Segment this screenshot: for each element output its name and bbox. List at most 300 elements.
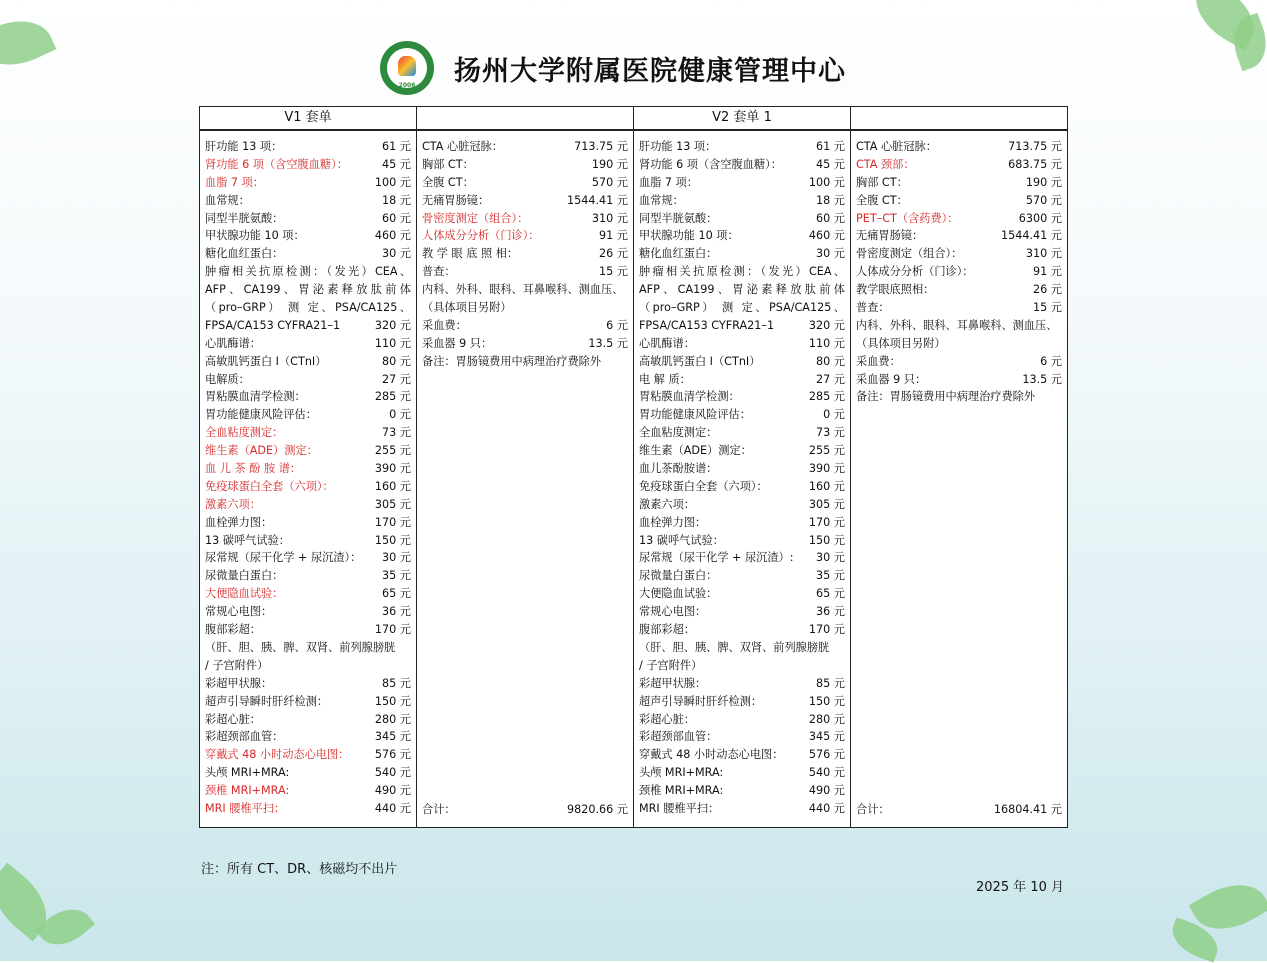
table-row [639, 371, 845, 389]
table-row [639, 227, 845, 245]
table-row [205, 567, 411, 585]
item-label: 血栓弹力图： [639, 515, 707, 529]
table-row [639, 514, 845, 532]
item-label: 无痛胃肠镜： [422, 193, 490, 207]
item-label: MRI 腰椎平扫： [639, 801, 720, 815]
item-price: 18 元 [816, 193, 845, 207]
item-label: 胸部 CT： [856, 175, 908, 189]
table-row [639, 585, 845, 603]
item-label: （肝、胆、胰、脾、双肾、前列腺膀胱 [205, 640, 396, 654]
table-row [639, 621, 845, 639]
item-label: 教 学 眼 底 照 相： [422, 247, 519, 261]
item-price: 110 元 [374, 336, 411, 350]
item-price: 540 元 [808, 766, 845, 780]
item-price: 713.75 元 [1008, 140, 1062, 153]
item-price: 100 元 [808, 175, 845, 189]
item-label: AFP、CA199、胃泌素释放肽前体 [639, 283, 845, 297]
item-label: 激素六项： [205, 497, 261, 511]
item-label: 尿常规（尿干化学 + 尿沉渣）： [205, 551, 362, 565]
item-price: 150 元 [374, 694, 411, 708]
item-price: 285 元 [808, 390, 845, 404]
item-price: 6300 元 [1018, 211, 1062, 225]
table-row [205, 192, 411, 210]
item-price: 150 元 [374, 533, 411, 547]
table-row [205, 621, 411, 639]
table-row [205, 371, 411, 389]
item-label: 血栓弹力图： [205, 515, 273, 529]
item-price: 45 元 [382, 157, 411, 171]
table-row [639, 263, 845, 281]
item-label: 彩超心脏： [205, 712, 261, 726]
item-label: 胃功能健康风险评估： [639, 408, 751, 422]
table-row [856, 335, 1062, 353]
item-label: 内科、外科、眼科、耳鼻喉科、测血压、 [856, 318, 1058, 332]
table-row [639, 335, 845, 353]
table-row [639, 245, 845, 263]
item-label: 颈椎 MRI+MRA: [639, 784, 724, 798]
item-price: 570 元 [591, 175, 628, 189]
item-price: 255 元 [374, 444, 411, 458]
item-label: FPSA/CA153 CYFRA21–1 [639, 318, 775, 332]
table-row [856, 210, 1062, 228]
page-title: 扬州大学附属医院健康管理中心 [454, 55, 846, 87]
table-row [205, 138, 411, 156]
item-price: 345 元 [808, 730, 845, 744]
item-price: 285 元 [374, 390, 411, 404]
table-row [639, 388, 845, 406]
table-row [639, 782, 845, 800]
item-label: 维生素（ADE）测定： [639, 444, 752, 458]
table-row [639, 764, 845, 782]
table-row [856, 138, 1062, 156]
item-price: 27 元 [816, 372, 845, 386]
item-label: 头颅 MRI+MRA: [639, 766, 724, 780]
item-label: 电解质： [205, 372, 250, 386]
total-label: 合计： [422, 803, 456, 816]
total-label: 合计： [856, 803, 890, 816]
item-label: 骨密度测定（组合）： [856, 247, 963, 261]
item-label: 采血费： [856, 354, 901, 368]
table-row [856, 192, 1062, 210]
table-row [639, 532, 845, 550]
item-label: 甲状腺功能 10 项： [205, 229, 305, 243]
item-label: 胃粘膜血清学检测： [205, 390, 306, 404]
item-price: 80 元 [382, 354, 411, 368]
table-row [422, 335, 628, 353]
item-label: 采血费： [422, 318, 467, 332]
table-row [205, 424, 411, 442]
table-row [639, 424, 845, 442]
table-row [856, 388, 1062, 406]
item-label: 腹部彩超： [639, 623, 695, 637]
table-row [639, 728, 845, 746]
table-row [205, 585, 411, 603]
item-price: 15 元 [1033, 301, 1062, 315]
table-row [205, 227, 411, 245]
table-row [639, 478, 845, 496]
item-price: 570 元 [1025, 193, 1062, 207]
table-row [639, 353, 845, 371]
table-row [639, 406, 845, 424]
page-header [380, 42, 846, 94]
item-price: 683.75 元 [1008, 157, 1062, 171]
footer-date: 2025 年 10 月 [976, 880, 1065, 895]
table-row [856, 245, 1062, 263]
item-price: 80 元 [816, 354, 845, 368]
item-price: 91 元 [1033, 265, 1062, 279]
item-label: 血常规： [639, 193, 684, 207]
item-label: 内科、外科、眼科、耳鼻喉科、测血压、 [422, 283, 624, 297]
item-label: CTA 颈部： [856, 157, 915, 171]
item-price: 6 元 [1040, 354, 1062, 368]
item-price: 73 元 [382, 426, 411, 440]
item-price: 30 元 [382, 247, 411, 261]
item-price: 1544.41 元 [566, 193, 628, 207]
item-price: 390 元 [808, 462, 845, 476]
item-price: 150 元 [808, 694, 845, 708]
table-row [422, 353, 628, 371]
item-price: 65 元 [382, 587, 411, 601]
item-label: 彩超颈部血管： [205, 730, 284, 744]
table-row [205, 603, 411, 621]
item-label: 人体成分分析（门诊）： [422, 229, 540, 243]
table-row [856, 263, 1062, 281]
table-row [856, 174, 1062, 192]
table-row [205, 693, 411, 711]
table-row [205, 156, 411, 174]
item-label: 常规心电图： [639, 605, 707, 619]
item-price: 36 元 [382, 605, 411, 619]
item-label: 颈椎 MRI+MRA: [205, 784, 290, 798]
table-row [639, 567, 845, 585]
item-price: 310 元 [591, 211, 628, 225]
item-label: 同型半胱氨酸： [205, 211, 284, 225]
item-price: 45 元 [816, 157, 845, 171]
item-label: 穿戴式 48 小时动态心电图： [205, 748, 350, 762]
item-label: 肝功能 13 项： [205, 140, 283, 153]
item-label: 尿常规（尿干化学 + 尿沉渣）: [639, 551, 794, 565]
item-label: PET–CT（含药费）： [856, 211, 959, 225]
item-label: 彩超甲状腺： [639, 676, 707, 690]
table-row [205, 764, 411, 782]
table-row [639, 549, 845, 567]
item-label: 骨密度测定（组合）： [422, 211, 529, 225]
footer-note: 注：所有 CT、DR、核磁均不出片 [201, 862, 398, 877]
item-price: 65 元 [816, 587, 845, 601]
table-row [856, 371, 1062, 389]
table-row [639, 156, 845, 174]
leaf-decoration [0, 7, 56, 78]
item-label: 采血器 9 只： [422, 336, 493, 350]
item-price: 91 元 [599, 229, 628, 243]
item-label: （pro–GRP） 测 定、PSA/CA125、 [205, 301, 411, 315]
item-label: 13 碳呼气试验： [205, 533, 290, 547]
table-row [639, 496, 845, 514]
total-row-v1 [422, 801, 628, 819]
item-price: 73 元 [816, 426, 845, 440]
column-v1-basic [205, 138, 411, 818]
item-label: 腹部彩超： [205, 623, 261, 637]
item-label: 胃功能健康风险评估： [205, 408, 317, 422]
table-row [205, 335, 411, 353]
item-label: 血脂 7 项： [639, 175, 698, 189]
item-label: FPSA/CA153 CYFRA21–1 [205, 318, 341, 332]
table-row [205, 496, 411, 514]
item-price: 713.75 元 [574, 140, 628, 153]
item-label: 无痛胃肠镜： [856, 229, 924, 243]
item-price: 255 元 [808, 444, 845, 458]
table-row [205, 460, 411, 478]
item-price: 0 元 [389, 408, 411, 422]
table-row [422, 245, 628, 263]
item-price: 390 元 [374, 462, 411, 476]
item-label: 胃粘膜血清学检测： [639, 390, 740, 404]
item-price: 26 元 [1033, 283, 1062, 297]
item-label: 血脂 7 项： [205, 175, 264, 189]
table-row [422, 174, 628, 192]
table-row [205, 478, 411, 496]
item-price: 160 元 [374, 479, 411, 493]
table-row [856, 317, 1062, 335]
header-v1-extra [417, 107, 633, 129]
table-row [639, 639, 845, 657]
item-price: 190 元 [1025, 175, 1062, 189]
item-price: 61 元 [382, 140, 411, 153]
table-row [205, 442, 411, 460]
item-price: 60 元 [816, 211, 845, 225]
table-row [856, 353, 1062, 371]
table-row [856, 156, 1062, 174]
item-price: 150 元 [808, 533, 845, 547]
item-price: 6 元 [606, 318, 628, 332]
table-row [205, 782, 411, 800]
item-label: 普查： [422, 265, 456, 279]
item-label: 尿微量白蛋白： [205, 569, 284, 583]
item-label: 彩超心脏： [639, 712, 695, 726]
column-v1-imaging [422, 138, 628, 371]
item-label: 普查： [856, 301, 890, 315]
table-row [422, 281, 628, 299]
table-row [205, 514, 411, 532]
total-value: 16804.41 元 [993, 803, 1062, 816]
item-label: 血常规： [205, 193, 250, 207]
table-row [639, 746, 845, 764]
table-row [422, 263, 628, 281]
item-price: 13.5 元 [1022, 372, 1062, 386]
item-label: 头颅 MRI+MRA: [205, 766, 290, 780]
table-row [205, 639, 411, 657]
table-row [856, 227, 1062, 245]
logo-year: 2006 [398, 82, 416, 89]
header-v2: V2 套单 1 [712, 110, 772, 125]
package-table [199, 106, 1068, 828]
item-label: 心肌酶谱： [639, 336, 695, 350]
item-price: 27 元 [382, 372, 411, 386]
item-label: （具体项目另附） [856, 336, 946, 350]
item-price: 576 元 [808, 748, 845, 762]
item-label: 免疫球蛋白全套（六项）： [205, 479, 334, 493]
table-row [422, 227, 628, 245]
item-price: 35 元 [382, 569, 411, 583]
item-label: CTA 心脏冠脉： [856, 140, 937, 153]
item-price: 61 元 [816, 140, 845, 153]
item-price: 440 元 [808, 801, 845, 815]
item-label: 全腹 CT： [856, 193, 908, 207]
table-row [639, 210, 845, 228]
item-label: 维生素（ADE）测定： [205, 444, 318, 458]
table-row [422, 138, 628, 156]
item-label: 教学眼底照相： [856, 283, 935, 297]
total-value: 9820.66 元 [566, 803, 628, 816]
item-price: 110 元 [808, 336, 845, 350]
table-row [205, 675, 411, 693]
table-row [205, 800, 411, 818]
item-price: 576 元 [374, 748, 411, 762]
table-row [205, 317, 411, 335]
table-row [205, 353, 411, 371]
item-label: 备注：胃肠镜费用中病理治疗费除外 [422, 354, 602, 368]
table-row [639, 800, 845, 818]
item-price: 160 元 [808, 479, 845, 493]
item-label: 采血器 9 只： [856, 372, 927, 386]
table-row [422, 192, 628, 210]
item-label: 免疫球蛋白全套（六项）： [639, 479, 768, 493]
item-price: 100 元 [374, 175, 411, 189]
people-icon [398, 56, 416, 76]
item-label: 大便隐血试验： [205, 587, 284, 601]
item-label: （pro–GRP） 测 定、PSA/CA125、 [639, 301, 845, 315]
item-label: / 子宫附件） [205, 658, 269, 672]
item-price: 460 元 [374, 229, 411, 243]
table-row [639, 657, 845, 675]
item-price: 18 元 [382, 193, 411, 207]
item-label: 全血粘度测定： [639, 426, 718, 440]
item-price: 345 元 [374, 730, 411, 744]
table-row [422, 156, 628, 174]
table-row [205, 728, 411, 746]
item-label: 肿瘤相关抗原检测：（发光）CEA、 [639, 265, 845, 279]
item-label: 胸部 CT： [422, 157, 474, 171]
header-v2-extra [851, 107, 1067, 129]
item-label: 血 儿 茶 酚 胺 谱： [205, 462, 302, 476]
table-row [639, 603, 845, 621]
table-row [422, 299, 628, 317]
item-price: 1544.41 元 [1000, 229, 1062, 243]
item-label: 常规心电图： [205, 605, 273, 619]
item-price: 85 元 [382, 676, 411, 690]
table-row [639, 281, 845, 299]
item-price: 490 元 [808, 784, 845, 798]
table-row [639, 174, 845, 192]
item-price: 320 元 [808, 318, 845, 332]
item-label: 全血粘度测定： [205, 426, 284, 440]
table-row [422, 317, 628, 335]
item-label: CTA 心脏冠脉： [422, 140, 503, 153]
table-row [856, 299, 1062, 317]
item-label: 甲状腺功能 10 项： [639, 229, 739, 243]
item-label: 超声引导瞬时肝纤检测： [205, 694, 329, 708]
table-row [205, 210, 411, 228]
item-price: 60 元 [382, 211, 411, 225]
item-price: 305 元 [808, 497, 845, 511]
item-label: 心肌酶谱： [205, 336, 261, 350]
table-row [639, 693, 845, 711]
item-price: 170 元 [374, 515, 411, 529]
item-label: 彩超甲状腺： [205, 676, 273, 690]
item-price: 490 元 [374, 784, 411, 798]
table-row [639, 317, 845, 335]
item-label: 人体成分分析（门诊）： [856, 265, 974, 279]
table-row [639, 442, 845, 460]
table-row [639, 675, 845, 693]
item-price: 30 元 [816, 551, 845, 565]
item-label: 13 碳呼气试验： [639, 533, 724, 547]
total-row-v2 [856, 801, 1062, 819]
item-price: 440 元 [374, 801, 411, 815]
item-label: 尿微量白蛋白： [639, 569, 718, 583]
table-row [205, 174, 411, 192]
item-price: 13.5 元 [588, 336, 628, 350]
item-price: 170 元 [808, 515, 845, 529]
table-row [205, 263, 411, 281]
column-v2-imaging [856, 138, 1062, 406]
item-label: 血儿茶酚胺谱： [639, 462, 718, 476]
table-row [205, 657, 411, 675]
item-price: 30 元 [816, 247, 845, 261]
table-row [205, 746, 411, 764]
item-label: 肝功能 13 项： [639, 140, 717, 153]
table-row [205, 281, 411, 299]
table-row [205, 711, 411, 729]
item-price: 190 元 [591, 157, 628, 171]
table-row [639, 299, 845, 317]
item-price: 85 元 [816, 676, 845, 690]
item-label: 同型半胱氨酸： [639, 211, 718, 225]
item-label: 备注：胃肠镜费用中病理治疗费除外 [856, 390, 1036, 404]
item-label: 高敏肌钙蛋白 Ⅰ（CTnI） [639, 354, 761, 368]
item-label: 肾功能 6 项（含空腹血糖）： [205, 157, 348, 171]
item-label: 高敏肌钙蛋白 Ⅰ（CTnI） [205, 354, 327, 368]
item-price: 30 元 [382, 551, 411, 565]
item-price: 280 元 [374, 712, 411, 726]
item-label: 肾功能 6 项（含空腹血糖）： [639, 157, 782, 171]
item-label: 超声引导瞬时肝纤检测： [639, 694, 763, 708]
item-label: 肿瘤相关抗原检测：（发光）CEA、 [205, 265, 411, 279]
item-price: 320 元 [374, 318, 411, 332]
item-label: 激素六项： [639, 497, 695, 511]
item-price: 36 元 [816, 605, 845, 619]
column-v2-basic [639, 138, 845, 818]
item-price: 15 元 [599, 265, 628, 279]
item-label: 电 解 质： [639, 372, 691, 386]
item-label: MRI 腰椎平扫： [205, 801, 286, 815]
table-row [205, 299, 411, 317]
item-price: 310 元 [1025, 247, 1062, 261]
table-row [205, 245, 411, 263]
table-row [639, 460, 845, 478]
item-label: 彩超颈部血管： [639, 730, 718, 744]
item-label: 穿戴式 48 小时动态心电图： [639, 748, 784, 762]
table-row [639, 192, 845, 210]
item-price: 280 元 [808, 712, 845, 726]
item-price: 26 元 [599, 247, 628, 261]
item-label: 全腹 CT： [422, 175, 474, 189]
hospital-logo [380, 41, 434, 95]
item-label: 糖化血红蛋白： [205, 247, 284, 261]
table-row [639, 138, 845, 156]
item-label: 糖化血红蛋白： [639, 247, 718, 261]
table-row [205, 532, 411, 550]
